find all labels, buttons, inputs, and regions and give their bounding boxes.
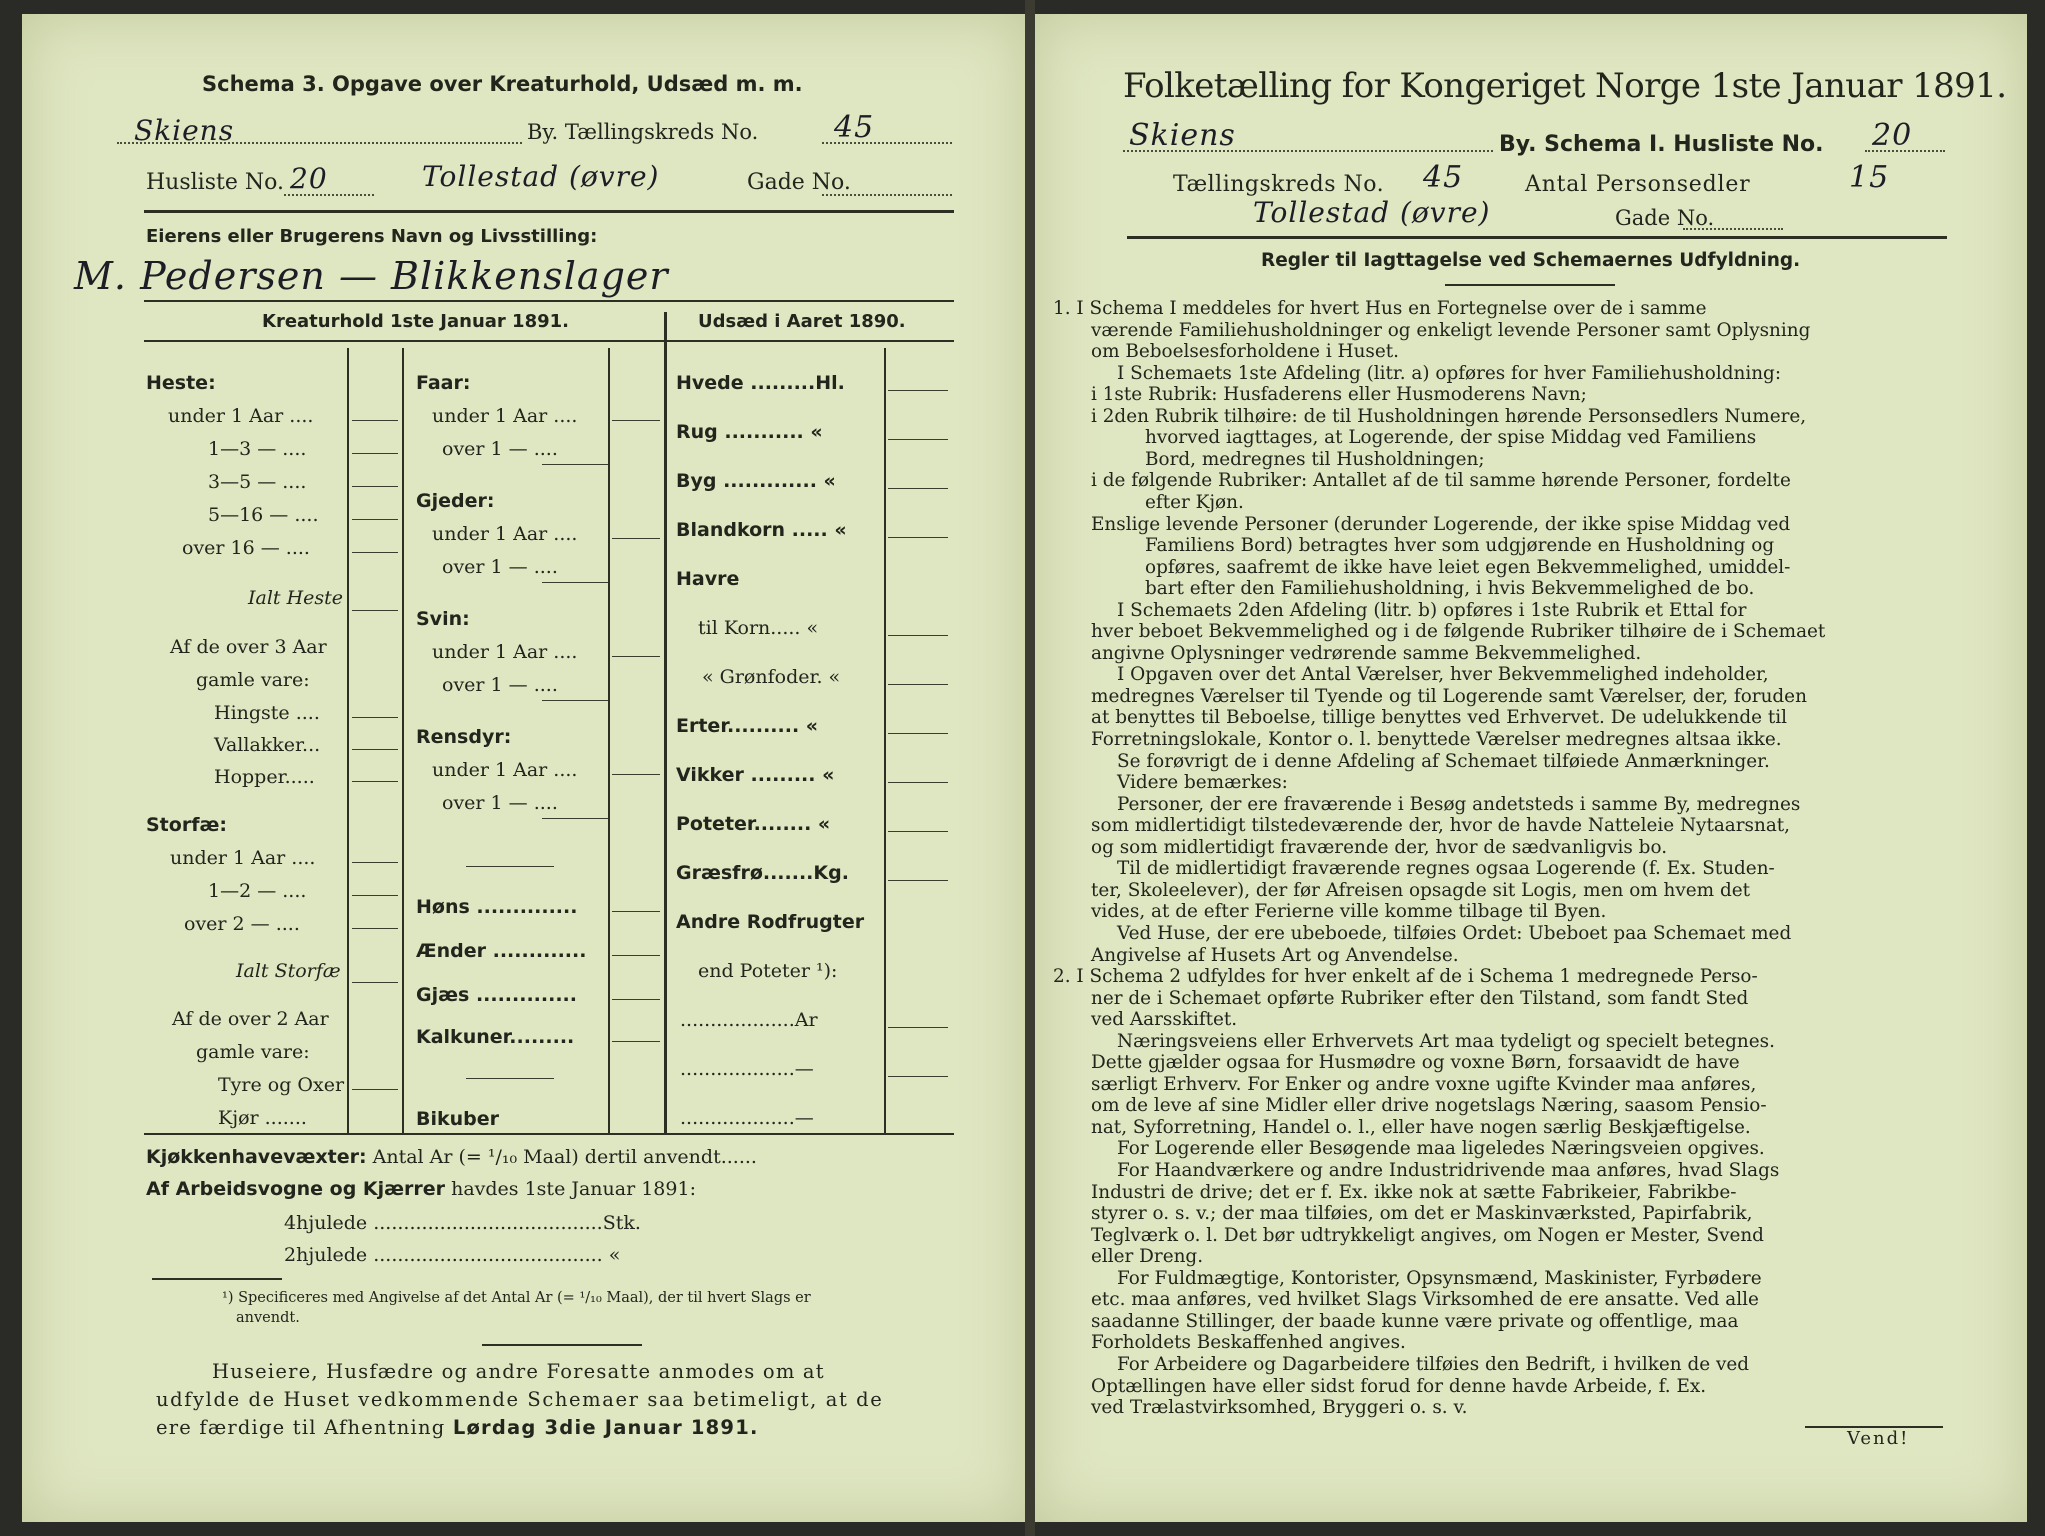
heste-row-1: under 1 Aar ....	[168, 405, 314, 427]
blank	[352, 717, 398, 718]
tyre-og-oxer: Tyre og Oxer	[218, 1074, 345, 1096]
svin-label: Svin:	[416, 608, 470, 630]
rules-line: i de følgende Rubriker: Antallet af de til samme hørende Personer, fordelte	[1091, 470, 1791, 492]
blank	[888, 880, 948, 881]
hjulede-4: 4hjulede ......................................Stk.	[284, 1212, 641, 1234]
rules-body	[1035, 298, 2027, 1438]
rules-line: at benyttes til Beboelse, tillige benyttes ved Erhvervet. De udelukkende til	[1091, 707, 1788, 729]
svin-over: over 1 — ....	[442, 674, 558, 696]
heste-row-4: 5—16 — ....	[208, 504, 319, 526]
right-top-rule	[1127, 236, 1947, 239]
rules-line: Bord, medregnes til Husholdningen;	[1145, 448, 1485, 470]
rules-line: ter, Skoleelever), der før Afreisen opsagde sit Logis, men om hvem det	[1091, 879, 1750, 901]
rules-line: og som midlertidigt fraværende der, hvor de sædvanligvis bo.	[1091, 836, 1668, 858]
right-title: Folketælling for Kongeriget Norge 1ste Januar 1891.	[1123, 66, 2007, 106]
kjokken-label: Kjøkkenhavevæxter:	[146, 1146, 367, 1168]
rules-line: opføres, saafremt de ikke have leiet egen Bekvemmelighed, umiddel-	[1145, 556, 1791, 578]
rules-line: 2. I Schema 2 udfyldes for hver enkelt af de i Schema 1 medregnede Perso-	[1053, 966, 1758, 988]
rules-line: 1. I Schema I meddeles for hvert Hus en Fortegnelse over de i samme	[1053, 298, 1707, 319]
poteter: Poteter........ «	[676, 813, 831, 835]
gronfoder: « Grønfoder. «	[702, 666, 841, 688]
storfae-row-3: over 2 — ....	[184, 913, 300, 935]
col1-value-border	[402, 348, 404, 1133]
notice-line-2: udfylde de Huset vedkommende Schemaer saa betimeligt, at de	[156, 1388, 884, 1411]
havre: Havre	[676, 568, 740, 590]
blank	[542, 582, 608, 583]
left-gade-handwritten: Tollestad (øvre)	[422, 160, 660, 193]
rules-line: saadanne Stillinger, der baade kunne være private og offentlige, maa	[1091, 1310, 1739, 1332]
left-table-top-rule	[144, 300, 954, 302]
blank	[888, 439, 948, 440]
kjor: Kjør .......	[218, 1107, 307, 1129]
blank	[352, 781, 398, 782]
left-kreds-line	[822, 142, 952, 144]
rules-line: eller Dreng.	[1091, 1246, 1204, 1268]
rensdyr-over: over 1 — ....	[442, 792, 558, 814]
kreatur-header: Kreaturhold 1ste Januar 1891.	[262, 311, 569, 332]
rules-line: Enslige levende Personer (derunder Logerende, der ikke spise Middag ved	[1091, 513, 1791, 535]
left-gade-label: Gade No.	[747, 170, 851, 195]
blank	[888, 1027, 948, 1028]
left-title: Schema 3. Opgave over Kreaturhold, Udsæd m. m.	[202, 72, 803, 96]
blank	[612, 955, 660, 956]
blank	[352, 749, 398, 750]
rules-line: Angivelse af Husets Art og Anvendelse.	[1091, 944, 1459, 966]
gamle-vare-2: gamle vare:	[196, 1041, 310, 1063]
right-city-handwritten: Skiens	[1129, 118, 1236, 153]
ar-row: ...................Ar	[680, 1009, 818, 1031]
blank	[888, 537, 948, 538]
faar-label: Faar:	[416, 372, 471, 394]
left-page-schema-3	[22, 14, 1025, 1522]
gamle-vare: gamle vare:	[196, 669, 310, 691]
col2-right-border	[608, 348, 610, 1133]
til-korn: til Korn..... «	[698, 617, 819, 639]
hvede: Hvede .........Hl.	[676, 372, 845, 394]
blank	[888, 1076, 948, 1077]
rules-line: For Logerende eller Besøgende maa ligeledes Næringsveien opgives.	[1117, 1138, 1765, 1160]
blank	[612, 420, 660, 421]
right-gade-handwritten: Tollestad (øvre)	[1253, 196, 1491, 229]
rensdyr-label: Rensdyr:	[416, 726, 512, 748]
notice-deadline: Lørdag 3die Januar 1891.	[452, 1416, 759, 1439]
gjeder-label: Gjeder:	[416, 490, 495, 512]
svin-under: under 1 Aar ....	[432, 641, 578, 663]
af-over-2-aar: Af de over 2 Aar	[172, 1008, 329, 1030]
left-top-rule	[144, 210, 954, 213]
rules-line: Familiens Bord) betragtes hver som udgjørende en Husholdning og	[1145, 535, 1775, 557]
left-table-header-rule	[144, 340, 954, 342]
left-eier-handwritten: M. Pedersen — Blikkenslager	[74, 254, 669, 298]
arbeid-text: havdes 1ste Januar 1891:	[451, 1178, 696, 1200]
notice-line-3	[156, 1416, 759, 1439]
rules-line: nat, Syforretning, Handel o. l., eller have nogen særlig Beskjæftigelse.	[1091, 1116, 1751, 1138]
rules-line: Videre bemærkes:	[1117, 772, 1288, 794]
right-kreds-label: Tællingskreds No.	[1173, 172, 1385, 197]
udsaed-header: Udsæd i Aaret 1890.	[698, 311, 906, 332]
dash-row-1: ...................—	[680, 1058, 814, 1080]
rules-line: Teglværk o. l. Det bør udtrykkeligt angives, om Nogen er Mester, Svend	[1091, 1224, 1764, 1246]
gjaes: Gjæs ..............	[416, 984, 577, 1006]
erter: Erter.......... «	[676, 715, 819, 737]
gjeder-under: under 1 Aar ....	[432, 523, 578, 545]
graesfro: Græsfrø.......Kg.	[676, 862, 849, 884]
blank	[888, 635, 948, 636]
rules-line: bart efter den Familiehusholdning, i hvis Bekvemmelighed de bo.	[1145, 578, 1755, 600]
vend-rule	[1805, 1426, 1943, 1428]
heste-label: Heste:	[146, 372, 216, 394]
left-gade-line	[822, 194, 952, 196]
blank	[888, 390, 948, 391]
rules-line: Optællingen have eller sidst forud for denne havde Arbeide, f. Ex.	[1091, 1375, 1707, 1397]
rules-line: I Opgaven over det Antal Værelser, hver Bekvemmelighed indeholder,	[1117, 664, 1769, 686]
kjokken-text: Antal Ar (= ¹/₁₀ Maal) dertil anvendt......	[372, 1146, 757, 1168]
bikuber: Bikuber	[416, 1108, 500, 1130]
rules-line: som midlertidigt tilstedeværende der, hvor de havde Natteleie Nytaarsnat,	[1091, 815, 1791, 837]
left-by-label: By. Tællingskreds No.	[527, 120, 759, 144]
regler-title: Regler til Iagttagelse ved Schemaernes Udfyldning.	[1261, 250, 1801, 271]
end-poteter: end Poteter ¹):	[698, 960, 838, 982]
rules-line: vides, at de efter Ferierne ville komme tilbage til Byen.	[1091, 901, 1607, 923]
rules-line: Forholdets Beskaffenhed angives.	[1091, 1332, 1406, 1354]
blank	[352, 1089, 398, 1090]
hons: Høns ..............	[416, 896, 578, 918]
udsaed-separator	[664, 312, 667, 1133]
heste-row-5: over 16 — ....	[182, 537, 310, 559]
blank	[888, 488, 948, 489]
blank	[352, 982, 398, 983]
gjeder-over: over 1 — ....	[442, 556, 558, 578]
dash-row-2: ...................—	[680, 1107, 814, 1129]
footnote-line-1: ¹) Specificeres med Angivelse af det Antal Ar (= ¹/₁₀ Maal), der til hvert Slags er	[222, 1290, 811, 1306]
hopper: Hopper.....	[214, 766, 315, 788]
rules-line: I Schemaets 1ste Afdeling (litr. a) opføres for hver Familiehusholdning:	[1117, 362, 1782, 384]
rules-line: efter Kjøn.	[1145, 491, 1244, 513]
blank	[352, 519, 398, 520]
rules-line: For Fuldmægtige, Kontorister, Opsynsmænd, Maskinister, Fyrbødere	[1117, 1267, 1762, 1289]
blank	[542, 818, 608, 819]
blank	[612, 1041, 660, 1042]
rules-line: etc. maa anføres, ved hvilket Slags Virksomhed de ere ansatte. Ved alle	[1091, 1289, 1759, 1311]
blank	[612, 656, 660, 657]
storfae-label: Storfæ:	[146, 814, 227, 836]
right-gade-label: Gade No.	[1615, 206, 1715, 230]
rensdyr-under: under 1 Aar ....	[432, 759, 578, 781]
andre-rodfrugter: Andre Rodfrugter	[676, 911, 865, 933]
rug: Rug ........... «	[676, 421, 823, 443]
rules-line: Ved Huse, der ere ubeboede, tilføies Ordet: Ubeboet paa Schemaet med	[1117, 922, 1792, 944]
arbeid-label: Af Arbeidsvogne og Kjærrer	[146, 1178, 446, 1200]
rules-line: Næringsveiens eller Erhvervets Art maa tydeligt og specielt betegnes.	[1117, 1030, 1775, 1052]
blank	[352, 895, 398, 896]
byg: Byg ............. «	[676, 470, 836, 492]
left-city-handwritten: Skiens	[134, 114, 235, 147]
left-city-line	[117, 142, 522, 144]
blank	[612, 538, 660, 539]
left-eier-label: Eierens eller Brugerens Navn og Livsstilling:	[146, 226, 598, 247]
storfae-row-1: under 1 Aar ....	[170, 847, 316, 869]
blank	[352, 420, 398, 421]
rules-line: Forretningslokale, Kontor o. l. benyttede Værelser medregnes altsaa ikke.	[1091, 729, 1782, 750]
left-table-bottom-rule	[144, 1133, 954, 1135]
left-husliste-line	[284, 194, 374, 196]
vallakker: Vallakker...	[214, 734, 321, 756]
faar-under: under 1 Aar ....	[432, 405, 578, 427]
blank	[352, 453, 398, 454]
heste-row-2: 1—3 — ....	[208, 438, 307, 460]
rules-line: hvorved iagttages, at Logerende, der spise Middag ved Familiens	[1145, 427, 1757, 449]
kjokken-row	[146, 1146, 757, 1168]
footnote-rule	[152, 1278, 282, 1280]
right-gade-line	[1683, 228, 1783, 230]
blank	[888, 782, 948, 783]
rules-line: værende Familiehusholdninger og enkeligt levende Personer samt Oplysning	[1091, 319, 1811, 341]
heste-row-3: 3—5 — ....	[208, 471, 307, 493]
aender: Ænder .............	[416, 940, 587, 962]
rules-line: om Beboelsesforholdene i Huset.	[1091, 341, 1399, 363]
rules-line: Se forøvrigt de i denne Afdeling af Schemaet tilføiede Anmærkninger.	[1117, 750, 1770, 772]
blank	[612, 774, 660, 775]
left-husliste-label: Husliste No.	[146, 170, 284, 195]
rules-line: Industri de drive; det er f. Ex. ikke nok at sætte Fabrikeier, Fabrikbe-	[1091, 1181, 1737, 1203]
rules-line: Til de midlertidigt fraværende regnes ogsaa Logerende (f. Ex. Studen-	[1117, 858, 1775, 880]
blank	[352, 486, 398, 487]
blank	[612, 911, 660, 912]
blank	[612, 999, 660, 1000]
blank	[888, 831, 948, 832]
blank	[352, 610, 398, 611]
notice-rule	[482, 1344, 642, 1346]
notice-line-1: Huseiere, Husfædre og andre Foresatte anmodes om at	[212, 1360, 825, 1383]
right-by-schema: By. Schema I. Husliste No.	[1499, 132, 1824, 157]
footnote-line-2: anvendt.	[236, 1310, 300, 1326]
right-antal-handwritten: 15	[1849, 160, 1890, 195]
faar-over: over 1 — ....	[442, 438, 558, 460]
rules-line: ner de i Schemaet opførte Rubriker efter den Tilstand, som fandt Sted	[1091, 987, 1749, 1009]
hingste: Hingste ....	[214, 702, 320, 724]
ialt-heste: Ialt Heste	[248, 587, 344, 609]
notice-line-3-text: ere færdige til Afhentning	[156, 1416, 453, 1439]
blank	[888, 733, 948, 734]
arbeid-row	[146, 1178, 696, 1200]
blank	[888, 684, 948, 685]
blank	[352, 552, 398, 553]
rules-line: ved Aarsskiftet.	[1091, 1009, 1238, 1031]
regler-title-rule	[1445, 284, 1615, 286]
right-kreds-handwritten: 45	[1423, 160, 1464, 195]
blank	[542, 464, 608, 465]
right-husliste-handwritten: 20	[1872, 118, 1913, 153]
right-husliste-line	[1865, 150, 1945, 152]
rules-line: særligt Erhverv. For Enker og andre voxne ugifte Kvinder maa anføres,	[1091, 1073, 1757, 1095]
rules-line: ved Trælastvirksomhed, Bryggeri o. s. v.	[1091, 1397, 1468, 1419]
ialt-storfae: Ialt Storfæ	[236, 960, 341, 982]
vend-label: Vend!	[1847, 1428, 1910, 1449]
right-city-line	[1123, 150, 1493, 152]
rules-line: om de leve af sine Midler eller drive nogetslags Næring, saasom Pensio-	[1091, 1095, 1767, 1117]
rules-line: i 1ste Rubrik: Husfaderens eller Husmoderens Navn;	[1091, 384, 1587, 406]
vikker: Vikker ......... «	[676, 764, 835, 786]
left-kreds-handwritten: 45	[834, 110, 875, 145]
book-gutter	[1025, 0, 1035, 1536]
storfae-row-2: 1—2 — ....	[208, 880, 307, 902]
blank	[466, 1078, 554, 1079]
blank	[466, 866, 554, 867]
rules-line: I Schemaets 2den Afdeling (litr. b) opføres i 1ste Rubrik et Ettal for	[1117, 599, 1747, 621]
col3-value-border	[884, 348, 886, 1133]
right-antal-label: Antal Personsedler	[1525, 172, 1751, 197]
kalkuner: Kalkuner.........	[416, 1026, 575, 1048]
col1-right-border	[347, 348, 349, 1133]
hjulede-2: 2hjulede ...................................... «	[284, 1244, 621, 1266]
blank	[352, 928, 398, 929]
blank	[542, 700, 608, 701]
left-husliste-handwritten: 20	[290, 162, 328, 195]
rules-line: styrer o. s. v.; der maa tilføies, om det er Maskinværksted, Papirfabrik,	[1091, 1203, 1753, 1225]
blandkorn: Blandkorn ..... «	[676, 519, 847, 541]
right-page-schema-1	[1035, 14, 2027, 1522]
af-over-3-aar: Af de over 3 Aar	[170, 636, 327, 658]
rules-line: hver beboet Bekvemmelighed og i de følgende Rubriker tilhøire de i Schemaet	[1091, 621, 1826, 643]
rules-line: Dette gjælder ogsaa for Husmødre og voxne Børn, forsaavidt de have	[1091, 1052, 1740, 1074]
rules-line: angivne Oplysninger vedrørende samme Bekvemmelighed.	[1091, 642, 1642, 664]
rules-line: For Haandværkere og andre Industridrivende maa anføres, hvad Slags	[1117, 1160, 1780, 1181]
rules-line: Personer, der ere fraværende i Besøg andetsteds i samme By, medregnes	[1117, 793, 1801, 815]
rules-line: i 2den Rubrik tilhøire: de til Husholdningen hørende Personsedlers Numere,	[1091, 405, 1807, 427]
rules-line: medregnes Værelser til Tyende og til Logerende samt Værelser, der, foruden	[1091, 685, 1807, 707]
rules-line: For Arbeidere og Dagarbeidere tilføies den Bedrift, i hvilken de ved	[1117, 1353, 1750, 1375]
blank	[352, 862, 398, 863]
